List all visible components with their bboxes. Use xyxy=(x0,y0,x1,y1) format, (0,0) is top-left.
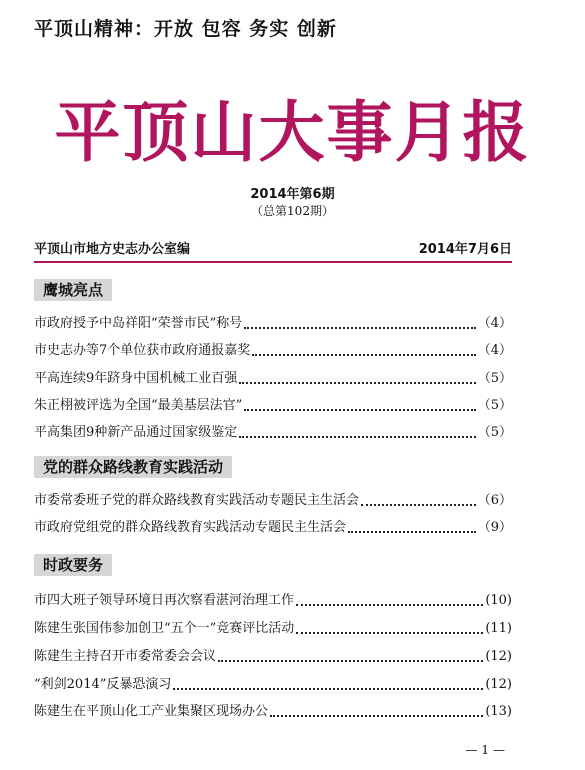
toc-entry-title: 平高集团9种新产品通过国家级鉴定 xyxy=(34,425,238,440)
toc-entry-page: （5） xyxy=(477,371,512,386)
toc-entry-title: 市委常委班子党的群众路线教育实践活动专题民主生活会 xyxy=(34,493,360,508)
leader-dots xyxy=(173,677,483,690)
page-number-value: 1 xyxy=(481,743,489,757)
page-number xyxy=(0,743,585,757)
leader-dots xyxy=(296,593,483,606)
toc-entry-title: 陈建生主持召开市委常委会会议 xyxy=(34,649,217,664)
leader-dots xyxy=(244,398,475,411)
leader-dots xyxy=(348,520,476,533)
leader-dots xyxy=(361,493,476,506)
toc-entry-page: （4） xyxy=(477,316,512,331)
dash-right: — xyxy=(493,743,505,757)
leader-dots xyxy=(270,704,483,717)
issue-total-number: （总第102期） xyxy=(251,204,334,218)
toc-entry-title: 市四大班子领导环境日再次察看湛河治理工作 xyxy=(34,593,295,608)
toc-entry-title: 平高连续9年跻身中国机械工业百强 xyxy=(34,371,238,386)
toc-entry-title: “利剑2014”反暴恐演习 xyxy=(34,677,172,692)
toc-entry-title: 市政府授予中岛祥阳“荣誉市民”称号 xyxy=(34,316,243,331)
toc-entry-page: （6） xyxy=(477,493,512,508)
toc-entry-page: （4） xyxy=(477,343,512,358)
toc-entry[interactable] xyxy=(34,619,512,639)
toc-entry-page: (12) xyxy=(485,677,512,692)
toc-entry-page: (10) xyxy=(485,593,512,608)
toc-entry-page: （5） xyxy=(477,398,512,413)
toc-entry[interactable] xyxy=(34,314,512,334)
toc-entry[interactable] xyxy=(34,647,512,667)
toc-entry-page: （9） xyxy=(477,520,512,535)
leader-dots xyxy=(296,621,483,634)
section-heading: 时政要务 xyxy=(34,554,112,576)
toc-entry[interactable] xyxy=(34,518,512,538)
toc-entry-title: 陈建生张国伟参加创卫“五个一”竞赛评比活动 xyxy=(34,621,295,636)
leader-dots xyxy=(218,649,483,662)
leader-dots xyxy=(244,316,475,329)
editor-name: 平顶山市地方史志办公室编 xyxy=(34,242,191,257)
toc-entry[interactable] xyxy=(34,341,512,361)
toc-entry[interactable] xyxy=(34,591,512,611)
issue-number: 2014年第6期 xyxy=(250,187,335,202)
section-heading: 鹰城亮点 xyxy=(34,279,112,301)
toc-entry-title: 朱正栩被评选为全国“最美基层法官” xyxy=(34,398,243,413)
masthead-title: 平顶山大事月报 xyxy=(54,93,531,171)
toc-entry-title: 市史志办等7个单位获市政府通报嘉奖 xyxy=(34,343,251,358)
toc-entry-title: 市政府党组党的群众路线教育实践活动专题民主生活会 xyxy=(34,520,347,535)
toc-entry-page: (13) xyxy=(485,704,512,719)
section-heading: 党的群众路线教育实践活动 xyxy=(34,456,232,478)
slogan: 平顶山精神：开放 包容 务实 创新 xyxy=(34,18,337,40)
toc-entry-page: （5） xyxy=(477,425,512,440)
header-rule xyxy=(34,261,512,263)
toc-entry-title: 陈建生在平顶山化工产业集聚区现场办公 xyxy=(34,704,269,719)
dash-left: — xyxy=(465,743,478,757)
toc-entry[interactable] xyxy=(34,423,512,443)
publish-date: 2014年7月6日 xyxy=(418,242,512,257)
leader-dots xyxy=(239,425,475,438)
leader-dots xyxy=(252,343,475,356)
toc-entry[interactable] xyxy=(34,369,512,389)
toc-entry[interactable] xyxy=(34,675,512,695)
leader-dots xyxy=(239,371,475,384)
toc-entry[interactable] xyxy=(34,702,512,722)
editor-row xyxy=(34,238,512,257)
toc-entry-page: (11) xyxy=(485,621,512,636)
toc-entry[interactable] xyxy=(34,491,512,511)
toc-entry[interactable] xyxy=(34,396,512,416)
toc-entry-page: (12) xyxy=(485,649,512,664)
